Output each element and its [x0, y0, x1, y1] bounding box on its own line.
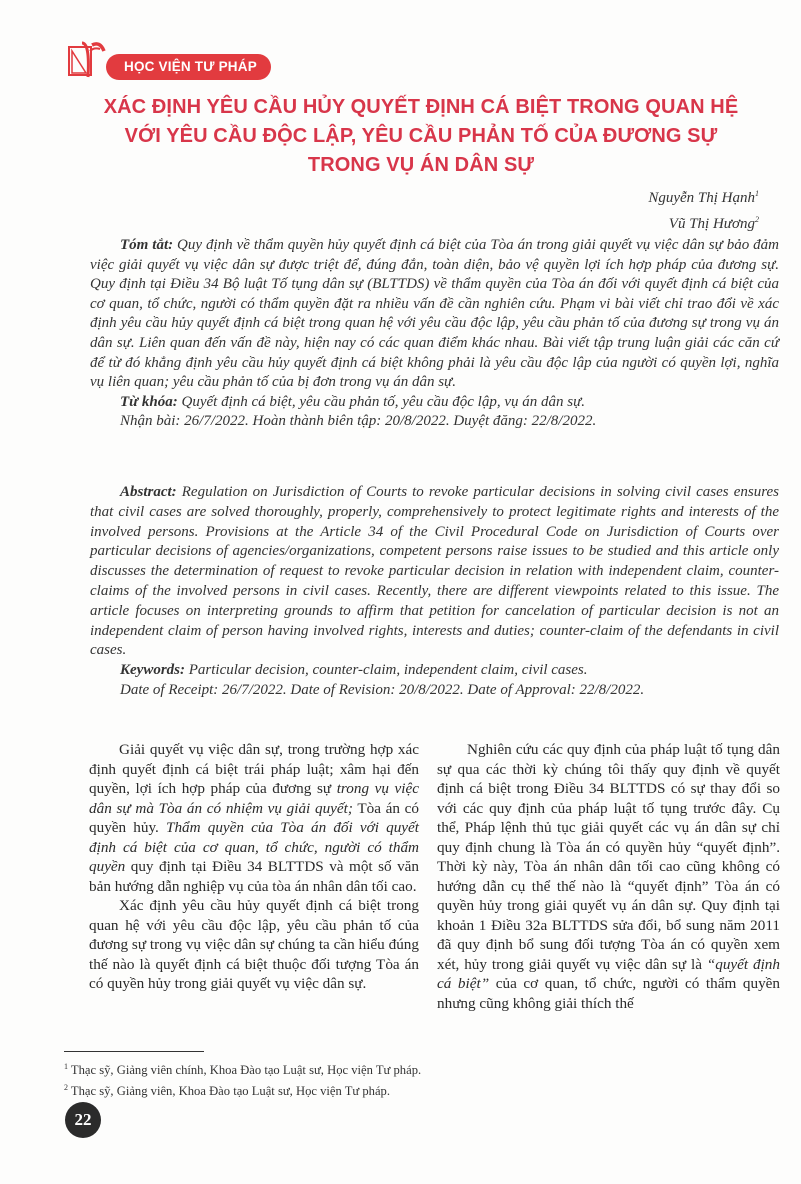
abstract-paragraph — [90, 236, 779, 393]
footnote-text: Thạc sỹ, Giảng viên chính, Khoa Đào tạo Luật sư, Học viện Tư pháp. — [68, 1063, 422, 1078]
footnote-text: Thạc sỹ, Giảng viên, Khoa Đào tạo Luật sư, Học viện Tư pháp. — [68, 1084, 391, 1099]
body-paragraph: Xác định yêu cầu hủy quyết định cá biệt trong quan hệ với yêu cầu độc lập, yêu cầu phản tố của đương sự trong vụ việc dân sự chúng ta cần hiểu đúng thế nào là quyết định cá biệt thuộc đối tượng Tòa án có quyền hủy trong giải quyết vụ việc dân sự. — [89, 897, 419, 992]
keywords-label: Keywords: — [120, 662, 185, 679]
body-column-left — [89, 740, 419, 994]
abstract-paragraph — [90, 483, 779, 661]
body-paragraph — [89, 740, 419, 896]
keywords-line — [90, 393, 779, 413]
dates-line: Nhận bài: 26/7/2022. Hoàn thành biên tập: 20/8/2022. Duyệt đăng: 22/8/2022. — [120, 413, 597, 430]
footnote-number: 1 — [64, 1062, 68, 1071]
body-paragraph — [437, 740, 780, 1013]
author — [648, 183, 759, 209]
abstract-text: Regulation on Jurisdiction of Courts to revoke particular decisions in solving civil cases ensures that civil cases are solved thoroughly, properly, comprehensively to protect legitimate rights and interests of the involved persons. Provisions at the Article 34 of the Civil Procedural Code on Jurisdiction of Courts over particular decisions of agencies/organizations, competent persons raise issues to be studied and this article only discusses the determination of request to revoke particular decision in relation with independent claim, counter-claims of the involved persons in civil cases. Recently, there are different viewpoints related to this issue. The article focuses on interpreting grounds to affirm that petition for cancelation of particular decision is not an independent claim of person having involved rights, interests and duties; counter-claim of the defendants in civil cases. — [90, 484, 779, 659]
footnote-number: 2 — [64, 1083, 68, 1093]
footnote — [64, 1058, 421, 1079]
author-list — [648, 183, 759, 235]
abstract-label: Tóm tắt: — [120, 237, 174, 253]
body-text: của cơ quan, tổ chức, người có thẩm quyền nhưng cũng không giải thích thế — [437, 975, 781, 1012]
body-text-italic: “quyết định cá biệt” — [437, 955, 780, 992]
vietnamese-abstract — [90, 236, 779, 432]
academy-logo-icon — [66, 37, 114, 81]
keywords-text: Quyết định cá biệt, yêu cầu phản tố, yêu cầu độc lập, vụ án dân sự. — [177, 393, 585, 410]
body-text: Giải quyết vụ việc dân sự, trong trường hợp xác định quyết định cá biệt trái pháp luật; xâm hại đến quyền, lợi ích hợp pháp của đương sự — [89, 741, 419, 797]
body-text: quy định tại Điều 34 BLTTDS và một số văn bản hướng dẫn nghiệp vụ của tòa án nhân dân tối cao. — [89, 858, 419, 895]
abstract-label: Abstract: — [120, 484, 177, 500]
page-number: 22 — [65, 1102, 101, 1138]
body-text: Tòa án có quyền hủy. — [89, 799, 419, 836]
footnote-divider — [64, 1051, 204, 1052]
abstract-text: Quy định về thẩm quyền hủy quyết định cá biệt của Tòa án trong giải quyết vụ việc dân sự bảo đảm việc giải quyết vụ việc dân sự được triệt để, đúng đắn, toàn diện, bảo vệ quyền lợi ích hợp pháp của đương sự. Quy định tại Điều 34 Bộ luật Tố tụng dân sự (BLTTDS) về thẩm quyền của Tòa án đối với quyết định cá biệt của cơ quan, tổ chức, người có thẩm quyền đặt ra nhiều vấn đề cần nghiên cứu. Phạm vi bài viết chỉ trao đổi về xác định yêu cầu hủy quyết định cá biệt trong quan hệ với yêu cầu độc lập, yêu cầu phản tố của đương sự trong vụ án dân sự. Liên quan đến vấn đề này, hiện nay có các quan điểm khác nhau. Bài viết tập trung luận giải các căn cứ để từ đó khẳng định yêu cầu hủy quyết định cá biệt không phải là yêu cầu độc lập của người có quyền lợi, nghĩa vụ liên quan; yêu cầu phản tố của bị đơn trong vụ án dân sự. — [90, 237, 779, 391]
institution-banner: HỌC VIỆN TƯ PHÁP — [106, 54, 271, 80]
author-name: Nguyễn Thị Hạnh — [648, 190, 755, 206]
title-line: XÁC ĐỊNH YÊU CẦU HỦY QUYẾT ĐỊNH CÁ BIỆT TRONG QUAN HỆ — [103, 96, 739, 118]
body-text-italic: trong vụ việc dân sự mà Tòa án có nhiệm vụ giải quyết; — [89, 780, 419, 817]
title-line: TRONG VỤ ÁN DÂN SỰ — [307, 154, 535, 176]
footnotes — [64, 1058, 421, 1100]
keywords-label: Từ khóa: — [120, 393, 178, 410]
keywords-text: Particular decision, counter-claim, independent claim, civil cases. — [185, 662, 588, 679]
footnote-ref[interactable]: 1 — [755, 189, 759, 198]
footnote-ref[interactable]: 2 — [755, 215, 759, 224]
body-text-italic: Thẩm quyền của Tòa án đối với quyết định cá biệt của cơ quan, tổ chức, người có thẩm quyền — [89, 819, 419, 875]
english-abstract — [90, 483, 779, 701]
keywords-line — [90, 661, 779, 681]
body-text: Nghiên cứu các quy định của pháp luật tố tụng dân sự qua các thời kỳ chúng tôi thấy quy định về quyết định cá biệt trong Điều 34 BLTTDS có sự thay đổi so với các quy định của pháp luật tố tụng trước đây. Cụ thể, Pháp lệnh thủ tục giải quyết các vụ án dân sự chỉ quy định chung là Tòa án có quyền hủy “quyết định”. Thời kỳ này, Tòa án nhân dân tối cao cũng không có hướng dẫn cụ thể thế nào là “quyết định” Tòa án có quyền hủy trong giải quyết vụ án dân sự. Quy định tại khoản 1 Điều 32a BLTTDS sửa đổi, bổ sung năm 2011 đã quy định bổ sung đối tượng Tòa án có quyền xem xét, hủy trong giải quyết vụ việc dân sự là — [437, 741, 780, 973]
author — [648, 209, 759, 235]
body-column-right — [437, 740, 780, 1013]
page-header — [66, 37, 286, 81]
author-name: Vũ Thị Hương — [668, 216, 755, 232]
title-line: VỚI YÊU CẦU ĐỘC LẬP, YÊU CẦU PHẢN TỐ CỦA ĐƯƠNG SỰ — [124, 125, 718, 147]
footnote — [64, 1079, 421, 1100]
article-title — [60, 93, 782, 180]
dates-line: Date of Receipt: 26/7/2022. Date of Revision: 20/8/2022. Date of Approval: 22/8/2022. — [120, 681, 645, 698]
